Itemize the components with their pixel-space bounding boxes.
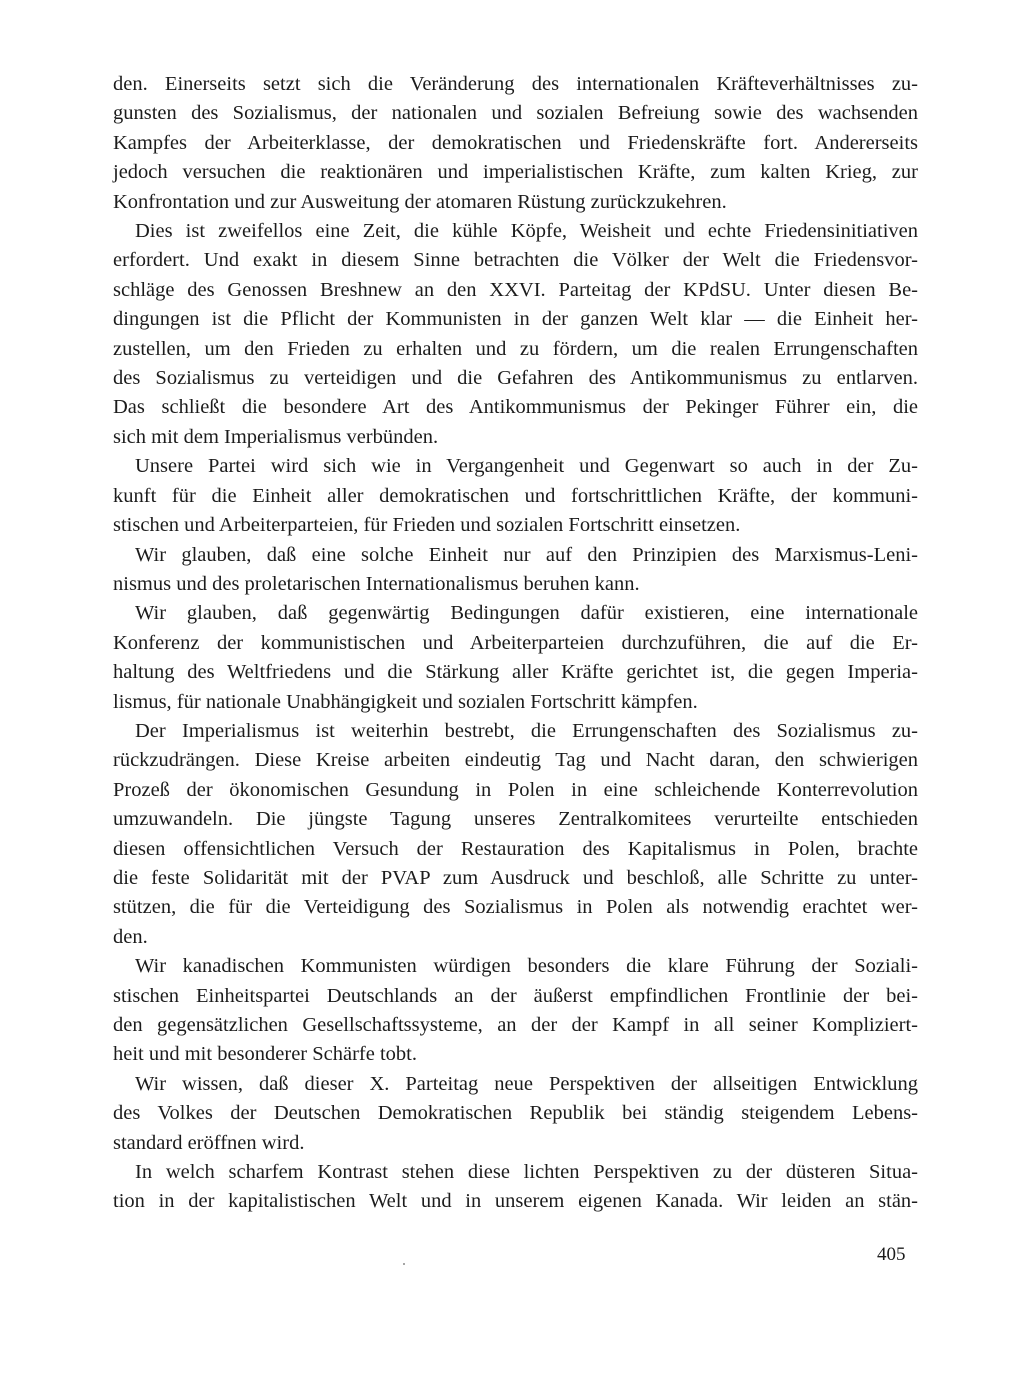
page-number: 405: [877, 1244, 906, 1265]
text-line: umzuwandeln. Die jüngste Tagung unseres Zentralkomitees verurteilte entschieden: [113, 808, 918, 831]
paragraph: [113, 70, 918, 217]
paragraph: [113, 717, 918, 952]
text-line: Wir glauben, daß eine solche Einheit nur auf den Prinzipien des Marxismus-Leni-: [135, 543, 918, 566]
text-line: Unsere Partei wird sich wie in Vergangenheit und Gegenwart so auch in der Zu-: [135, 455, 918, 478]
text-line: Prozeß der ökonomischen Gesundung in Polen in eine schleichende Konterrevolution: [113, 778, 918, 801]
text-line: erfordert. Und exakt in diesem Sinne betrachten die Völker der Welt die Friedensvor-: [113, 249, 918, 272]
text-line: gunsten des Sozialismus, der nationalen und sozialen Befreiung sowie des wachsenden: [113, 102, 918, 125]
text-line: Wir glauben, daß gegenwärtig Bedingungen dafür existieren, eine internationale: [135, 602, 918, 625]
text-line: Der Imperialismus ist weiterhin bestrebt, die Errungenschaften des Sozialismus zu-: [135, 719, 918, 742]
text-line: Wir kanadischen Kommunisten würdigen besonders die klare Führung der Soziali-: [135, 955, 918, 978]
text-line: den gegensätzlichen Gesellschaftssysteme, an der der Kampf in all seiner Kompliziert-: [113, 1014, 918, 1036]
paragraph: [113, 1158, 918, 1217]
text-line: den. Einerseits setzt sich die Veränderung des internationalen Kräfteverhältnisses zu-: [113, 73, 918, 95]
paragraph: [113, 599, 918, 717]
paragraph: [113, 1070, 918, 1158]
text-line: schläge des Genossen Breshnew an den XXVI. Parteitag der KPdSU. Unter diesen Be-: [113, 278, 918, 301]
text-line: Das schließt die besondere Art des Antikommunismus der Pekinger Führer ein, die: [113, 396, 918, 419]
text-line: lismus, für nationale Unabhängigkeit und sozialen Fortschritt kämpfen.: [113, 690, 698, 713]
text-line: sich mit dem Imperialismus verbünden.: [113, 425, 439, 448]
text-line: stischen und Arbeiterparteien, für Frieden und sozialen Fortschritt einsetzen.: [113, 514, 741, 537]
body-text: [113, 70, 918, 1217]
text-line: jedoch versuchen die reaktionären und imperialistischen Kräfte, zum kalten Krieg, zur: [113, 161, 918, 184]
text-line: haltung des Weltfriedens und die Stärkung aller Kräfte gerichtet ist, die gegen Imperia-: [113, 661, 918, 684]
text-line: tion in der kapitalistischen Welt und in unserem eigenen Kanada. Wir leiden an stän-: [113, 1190, 918, 1213]
scan-speck: [403, 1263, 405, 1265]
text-line: kunft für die Einheit aller demokratischen und fortschrittlichen Kräfte, der kommuni-: [113, 484, 918, 507]
text-line: rückzudrängen. Diese Kreise arbeiten eindeutig Tag und Nacht daran, den schwierigen: [113, 749, 918, 772]
text-line: diesen offensichtlichen Versuch der Restauration des Kapitalismus in Polen, brachte: [113, 837, 918, 860]
text-line: In welch scharfem Kontrast stehen diese lichten Perspektiven zu der düsteren Situa-: [135, 1161, 918, 1184]
text-line: Dies ist zweifellos eine Zeit, die kühle Köpfe, Weisheit und echte Friedensinitiativen: [135, 220, 918, 243]
text-line: dingungen ist die Pflicht der Kommunisten in der ganzen Welt klar — die Einheit her-: [113, 308, 918, 331]
text-line: des Volkes der Deutschen Demokratischen Republik bei ständig steigendem Lebens-: [113, 1102, 918, 1125]
text-line: heit und mit besonderer Schärfe tobt.: [113, 1043, 417, 1066]
text-line: nismus und des proletarischen Internationalismus beruhen kann.: [113, 572, 640, 595]
text-line: zustellen, um den Frieden zu erhalten und zu fördern, um die realen Errungenschaften: [113, 337, 918, 360]
text-line: Kampfes der Arbeiterklasse, der demokratischen und Friedenskräfte fort. Andererseits: [113, 131, 918, 154]
paragraph: [113, 952, 918, 1070]
text-line: Konferenz der kommunistischen und Arbeiterparteien durchzuführen, die auf die Er-: [113, 631, 918, 654]
text-line: den.: [113, 925, 148, 948]
paragraph: [113, 452, 918, 540]
text-line: stützen, die für die Verteidigung des Sozialismus in Polen als notwendig erachtet wer-: [113, 896, 918, 919]
paragraph: [113, 541, 918, 600]
text-line: die feste Solidarität mit der PVAP zum Ausdruck und beschloß, alle Schritte zu unter-: [113, 866, 918, 889]
text-line: des Sozialismus zu verteidigen und die Gefahren des Antikommunismus zu entlarven.: [113, 367, 918, 390]
text-line: standard eröffnen wird.: [113, 1131, 305, 1154]
text-line: Wir wissen, daß dieser X. Parteitag neue Perspektiven der allseitigen Entwicklung: [135, 1072, 918, 1095]
paragraph: [113, 217, 918, 452]
text-line: stischen Einheitspartei Deutschlands an der äußerst empfindlichen Frontlinie der bei-: [113, 984, 918, 1007]
text-line: Konfrontation und zur Ausweitung der atomaren Rüstung zurückzukehren.: [113, 190, 727, 213]
